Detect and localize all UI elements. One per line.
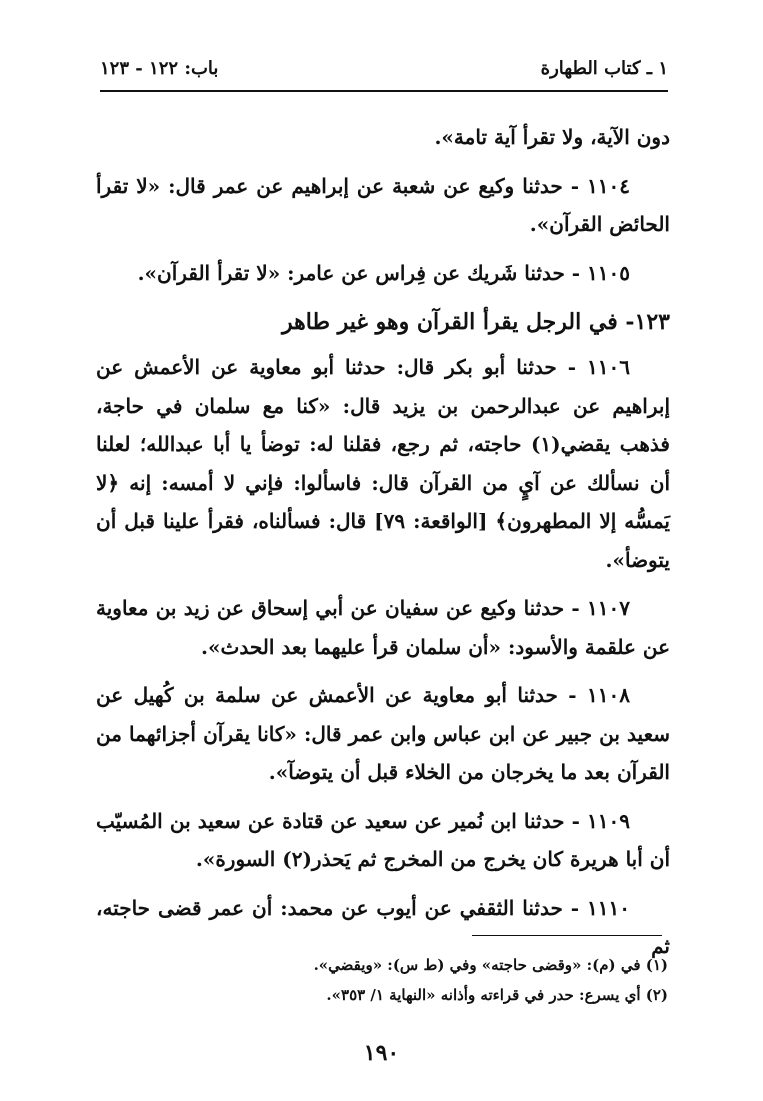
hadith-1105: ١١٠٥ - حدثنا شَريك عن فِراس عن عامر: «لا تقرأ القرآن». (137, 260, 630, 285)
main-text (96, 118, 670, 976)
header-rule (100, 90, 668, 92)
bab-range: باب: ١٢٢ - ١٢٣ (100, 58, 219, 79)
footnotes (96, 950, 668, 1010)
running-header (100, 52, 668, 92)
page-number: ١٩٠ (363, 1040, 400, 1066)
chapter-title: ١ ـ كتاب الطهارة (540, 58, 668, 79)
footnote-2: (٢) أي يسرع: حدر في قراءته وأذانه «النهاية ١/ ٣٥٣». (326, 986, 668, 1004)
hadith-1107: ١١٠٧ - حدثنا وكيع عن سفيان عن أبي إسحاق عن زيد بن معاوية عن علقمة والأسود: «أن سلمان قرأ عليهما بعد الحدث». (96, 596, 670, 659)
hadith-1108: ١١٠٨ - حدثنا أبو معاوية عن الأعمش عن سلمة بن كُهيل عن سعيد بن جبير عن ابن عباس وابن عمر قال: «كانا يقرآن أجزائهما من القرآن بعد ما يخرجان من الخلاء قبل أن يتوضآ». (96, 683, 670, 784)
hadith-1106: ١١٠٦ - حدثنا أبو بكر قال: حدثنا أبو معاوية عن الأعمش عن إبراهيم عن عبدالرحمن بن يزيد قال: «كنا مع سلمان في حاجة، فذهب يقضي(١) حاجته، ثم رجع، فقلنا له: توضأ يا أبا عبدالله؛ لعلنا أن نسألك عن آيٍ من القرآن قال: فاسألوا: فإني لا أمسه: إنه ﴿لا يَمسُّه إلا المطهرون﴾ [الواقعة: ٧٩] قال: فسألناه، فقرأ علينا قبل أن يتوضأ». (96, 355, 670, 572)
hadith-1104: ١١٠٤ - حدثنا وكيع عن شعبة عن إبراهيم عن عمر قال: «لا تقرأ الحائض القرآن». (96, 173, 670, 236)
paragraph-continuation: دون الآية، ولا تقرأ آية تامة». (434, 125, 670, 149)
hadith-1110: ١١١٠ - حدثنا الثقفي عن أيوب عن محمد: أن عمر قضى حاجته، ثم (96, 895, 670, 958)
footnote-rule (472, 935, 662, 936)
section-heading: ١٢٣- في الرجل يقرأ القرآن وهو غير طاهر (282, 309, 670, 335)
hadith-1109: ١١٠٩ - حدثنا ابن نُمير عن سعيد عن قتادة عن سعيد بن المُسيّب أن أبا هريرة كان يخرج من المخرج ثم يَحذر(٢) السورة». (96, 808, 670, 871)
footnote-1: (١) في (م): «وقضى حاجته» وفي (ط س): «ويقضي». (313, 956, 668, 974)
